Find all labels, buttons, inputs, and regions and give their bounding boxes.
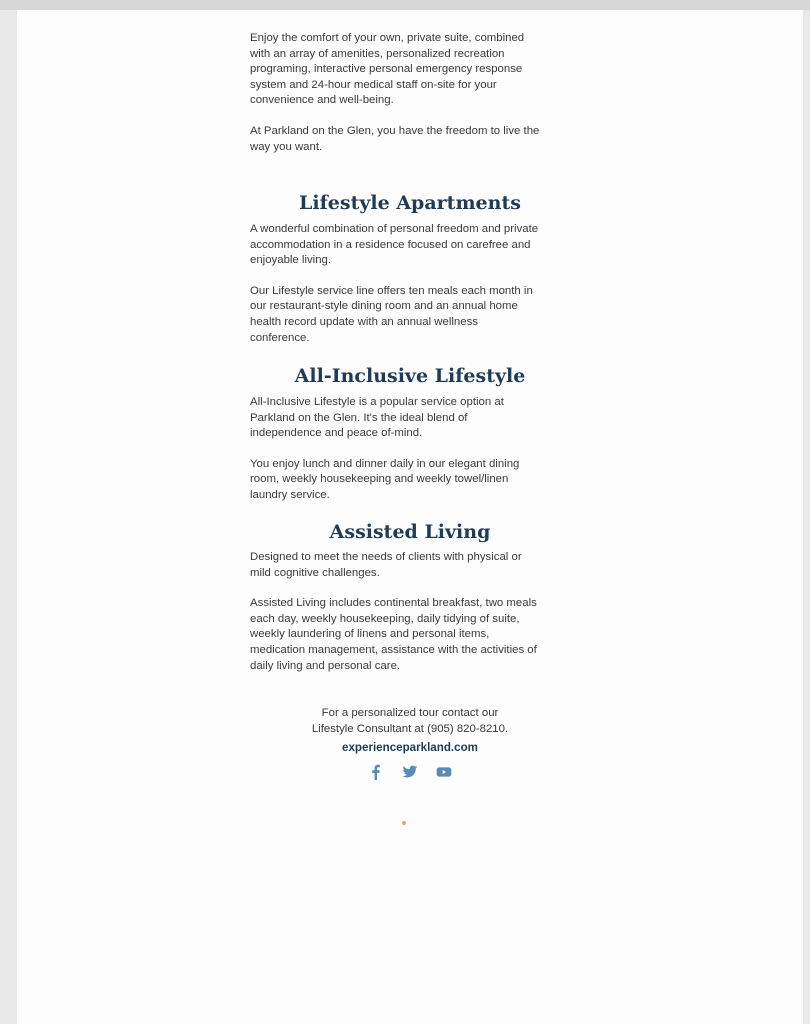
lifestyle-apartments-paragraph-2: Our Lifestyle service line offers ten meals each month in our restaurant-style dining room and an annual home health record update with an annual wellness conference.	[250, 284, 533, 344]
lifestyle-apartments-paragraph-1: A wonderful combination of personal freedom and private accommodation in a residence focused on carefree and enjoyable living.	[250, 223, 539, 267]
assisted-living-body	[250, 550, 540, 674]
contact-line-2: Lifestyle Consultant at (905) 820-8210.	[311, 723, 509, 735]
heading-assisted-living: Assisted Living	[329, 521, 491, 543]
intro-paragraph-1: Enjoy the comfort of your own, private suite, combined with an array of amenities, personalized recreation programing, interactive personal emergency response system and 24-hour medical staff on-site for your convenience and well-being.	[250, 32, 525, 107]
lifestyle-apartments-body	[250, 222, 540, 346]
all-inclusive-body	[250, 395, 540, 504]
facebook-icon[interactable]	[368, 764, 384, 780]
intro-paragraph-2: At Parkland on the Glen, you have the freedom to live the way you want.	[250, 124, 540, 153]
all-inclusive-paragraph-2: You enjoy lunch and dinner daily in our elegant dining room, weekly housekeeping and weekly towel/linen laundry service.	[250, 457, 520, 501]
assisted-living-paragraph-1: Designed to meet the needs of clients with physical or mild cognitive challenges.	[250, 551, 522, 579]
twitter-icon[interactable]	[402, 764, 418, 780]
assisted-living-paragraph-2: Assisted Living includes continental breakfast, two meals each day, weekly housekeeping, daily tidying of suite, weekly laundering of linens and personal items, medication management, assistance with the activities of daily living and personal care.	[250, 597, 537, 672]
heading-all-inclusive-lifestyle: All-Inclusive Lifestyle	[294, 365, 526, 387]
social-links	[17, 764, 803, 780]
youtube-icon[interactable]	[436, 764, 452, 780]
intro-block	[250, 31, 540, 155]
contact-line-1: For a personalized tour contact our	[321, 707, 499, 719]
heading-lifestyle-apartments: Lifestyle Apartments	[299, 192, 521, 214]
top-bar	[0, 0, 810, 10]
all-inclusive-paragraph-1: All-Inclusive Lifestyle is a popular service option at Parkland on the Glen. It's the ideal blend of independence and peace of-mind.	[250, 396, 504, 440]
decorative-dot	[402, 821, 406, 825]
document-page	[17, 10, 803, 1024]
website-link[interactable]: experienceparkland.com	[342, 741, 478, 754]
